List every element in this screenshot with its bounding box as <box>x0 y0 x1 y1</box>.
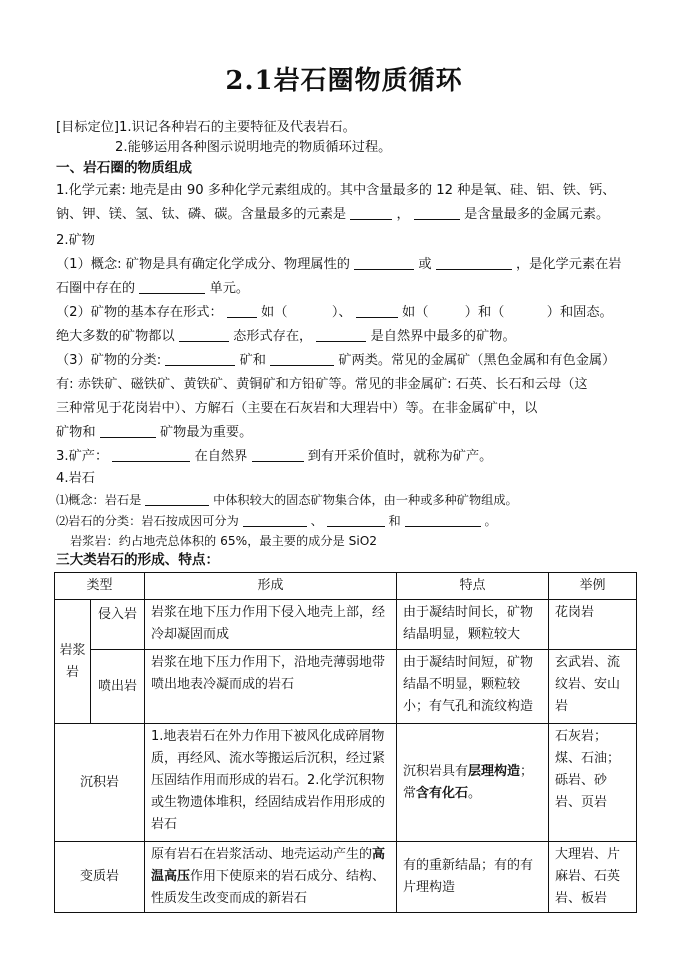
magma-note: 岩浆岩：约占地壳总体积的 65%，最主要的成分是 SiO2 <box>70 534 378 548</box>
page-title: 2.1岩石圈物质循环 <box>225 66 463 96</box>
text: ⑴概念：岩石是 <box>56 493 142 507</box>
mineral-class-line-1 <box>56 352 636 370</box>
text: 矿和 <box>239 353 266 368</box>
blank <box>243 513 307 527</box>
text: 如（ <box>402 305 429 320</box>
blank <box>356 304 398 318</box>
text: （1）概念: 矿物是具有确定化学成分、物理属性的 <box>56 257 350 272</box>
mineral-concept-line-1 <box>56 256 636 274</box>
emphasis-text: 高温高压 <box>151 847 386 884</box>
example-cell: 花岗岩 <box>549 600 637 650</box>
formation-cell: 岩浆在地下压力作用下侵入地壳上部，经冷却凝固而成 <box>145 600 397 650</box>
text: 绝大多数的矿物都以 <box>56 329 175 344</box>
blank <box>227 304 257 318</box>
blank <box>145 492 209 506</box>
blank <box>414 206 460 220</box>
text: 是自然界中最多的矿物。 <box>370 329 516 344</box>
text: ）、 <box>331 305 352 320</box>
mineral-concept-line-2 <box>56 280 636 298</box>
blank <box>100 424 156 438</box>
blank <box>179 328 229 342</box>
text: 、 <box>310 514 323 528</box>
text: 和 <box>388 514 401 528</box>
section2-heading: 三大类岩石的形成、特点： <box>56 552 220 568</box>
table-header-row <box>55 573 637 600</box>
text: （2）矿物的基本存在形式： <box>56 305 223 320</box>
rock-types-table <box>54 572 637 913</box>
emphasis-text: 含有化石 <box>416 785 469 801</box>
text: 。 <box>484 514 497 528</box>
mineral-class-line-2: 有: 赤铁矿、磁铁矿、黄铁矿、黄铜矿和方铅矿等。常见的非金属矿: 石英、长石和云母（这 <box>56 377 588 392</box>
text: ，是化学元素在岩 <box>515 257 622 272</box>
blank <box>350 206 392 220</box>
table-row <box>55 842 637 913</box>
text: ）和（ <box>464 305 505 320</box>
mineral-class-line-4 <box>56 424 636 442</box>
text: 3.矿产： <box>56 449 109 464</box>
formation-cell <box>145 842 397 913</box>
type-cell: 变质岩 <box>55 842 145 913</box>
mineral-forms-line-1 <box>56 304 636 322</box>
text: 单元。 <box>209 281 250 296</box>
text: 作用下使原来的岩石成分、结构、性质发生改变而成的新岩石 <box>151 869 386 906</box>
blank <box>316 328 366 342</box>
chem-line-2 <box>56 206 636 224</box>
table-row <box>55 724 637 842</box>
blank <box>139 280 205 294</box>
text: 或 <box>418 257 432 272</box>
feature-cell: 由于凝结时间短，矿物结晶不明显，颗粒较小；有气孔和流纹构造 <box>397 650 549 724</box>
blank <box>270 352 334 366</box>
text: 矿物最为重要。 <box>159 425 253 440</box>
text: ⑵岩石的分类：岩石按成因可分为 <box>56 514 239 528</box>
blank <box>405 513 481 527</box>
type-cell: 喷出岩 <box>91 650 145 724</box>
table-row <box>55 600 637 650</box>
text: 沉积岩具有 <box>403 763 469 779</box>
section1-heading: 一、岩石圈的物质组成 <box>56 160 192 176</box>
example-cell: 大理岩、片麻岩、石英岩、板岩 <box>549 842 637 913</box>
text: ；常 <box>403 763 534 801</box>
text: 态形式存在， <box>233 329 313 344</box>
feature-cell: 有的重新结晶；有的有片理构造 <box>397 842 549 913</box>
text: （3）矿物的分类: <box>56 353 162 368</box>
text: 石圈中存在的 <box>56 281 136 296</box>
rock-heading: 4.岩石 <box>56 471 95 486</box>
ore-line <box>56 448 636 466</box>
blank <box>354 256 414 270</box>
goal-line-2: 2.能够运用各种图示说明地壳的物质循环过程。 <box>115 140 392 155</box>
text: 在自然界 <box>194 449 248 464</box>
text: 中体积较大的固态矿物集合体，由一种或多种矿物组成。 <box>213 493 518 507</box>
text: ）和固态。 <box>546 305 613 320</box>
goal-line-1: [目标定位]1.识记各种岩石的主要特征及代表岩石。 <box>56 120 356 135</box>
table-row <box>55 650 637 724</box>
igneous-group-cell: 岩浆岩 <box>55 600 91 724</box>
blank <box>327 513 385 527</box>
mineral-class-line-3: 三种常见于花岗岩中）、方解石（主要在石灰岩和大理岩中）等。在非金属矿中，以 <box>56 401 538 416</box>
rock-class-line <box>56 512 636 530</box>
header-formation: 形成 <box>145 573 397 600</box>
blank <box>436 256 512 270</box>
header-feature: 特点 <box>397 573 549 600</box>
text: 如（ <box>261 305 288 320</box>
type-cell: 沉积岩 <box>55 724 145 842</box>
type-cell: 侵入岩 <box>91 600 145 650</box>
chem-line-1: 1.化学元素: 地壳是由 90 多种化学元素组成的。其中含量最多的 12 种是氧、硅、铝、铁、钙、 <box>56 183 616 198</box>
text: 原有岩石在岩浆活动、地壳运动产生的 <box>151 847 373 862</box>
example-cell: 玄武岩、流纹岩、安山岩 <box>549 650 637 724</box>
example-cell: 石灰岩；煤、石油；砾岩、砂岩、页岩 <box>549 724 637 842</box>
formation-cell: 1.地表岩石在外力作用下被风化成碎屑物质，再经风、流水等搬运后沉积，经过紧压固结作用而形成的岩石。2.化学沉积物或生物遗体堆积，经固结成岩作用形成的岩石 <box>145 724 397 842</box>
feature-cell <box>397 724 549 842</box>
text: 是含量最多的金属元素。 <box>464 207 610 222</box>
rock-concept-line <box>56 491 636 509</box>
text: 钠、钾、镁、氢、钛、磷、碳。含量最多的元素是 <box>56 207 347 222</box>
text: ， <box>396 207 410 222</box>
blank <box>252 448 304 462</box>
text: 矿两类。常见的金属矿（黑色金属和有色金属） <box>338 353 616 368</box>
blank <box>165 352 235 366</box>
text: 到有开采价值时，就称为矿产。 <box>307 449 493 464</box>
text: 。 <box>468 785 482 801</box>
emphasis-text: 层理构造 <box>468 763 521 779</box>
header-type: 类型 <box>55 573 145 600</box>
blank <box>112 448 190 462</box>
formation-cell: 岩浆在地下压力作用下，沿地壳薄弱地带喷出地表冷凝而成的岩石 <box>145 650 397 724</box>
feature-cell: 由于凝结时间长，矿物结晶明显，颗粒较大 <box>397 600 549 650</box>
mineral-forms-line-2 <box>56 328 636 346</box>
header-example: 举例 <box>549 573 637 600</box>
text: 矿物和 <box>56 425 96 440</box>
mineral-heading: 2.矿物 <box>56 233 95 248</box>
